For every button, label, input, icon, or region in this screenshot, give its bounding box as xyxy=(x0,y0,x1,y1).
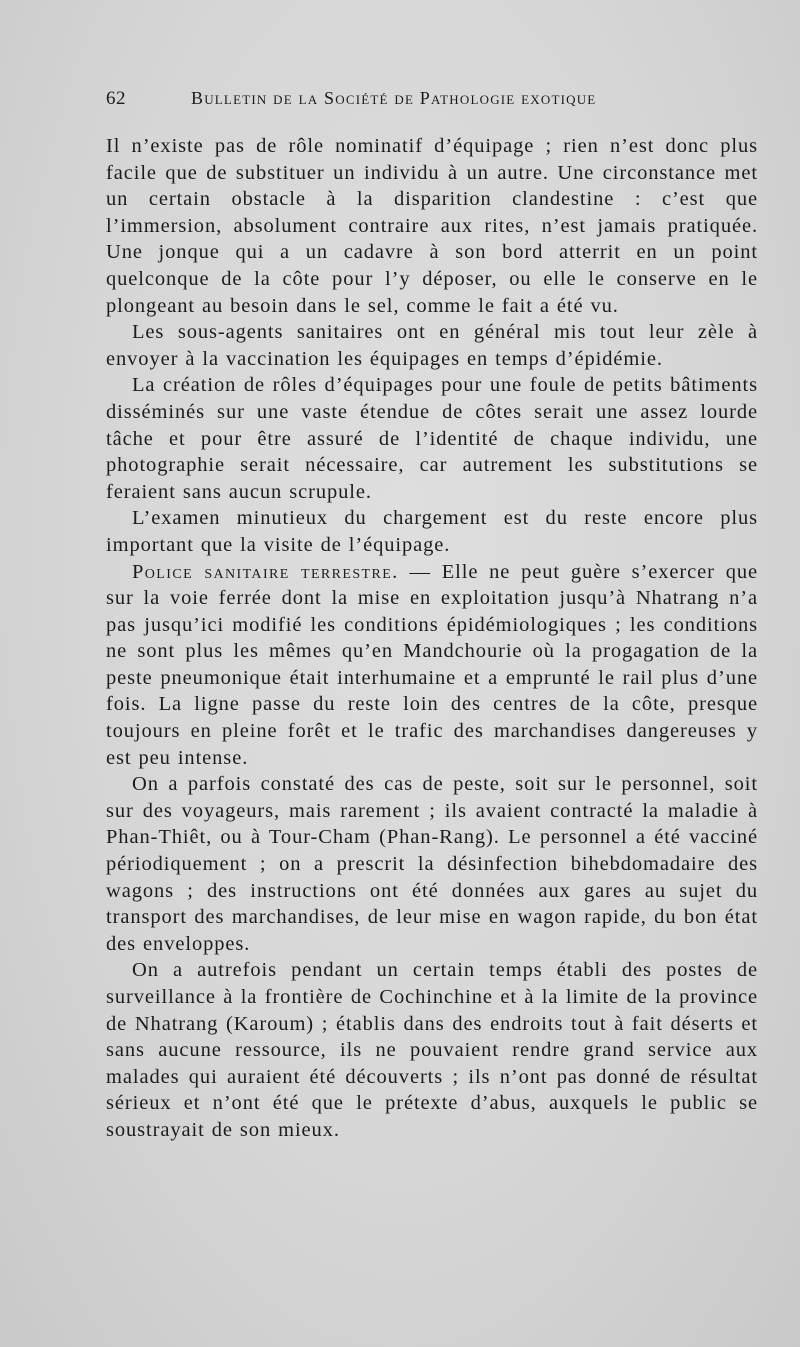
body-text xyxy=(106,133,758,1144)
section-paragraph xyxy=(106,559,758,772)
paragraph: L’examen minutieux du chargement est du reste encore plus important que la visite de l’équipage. xyxy=(106,507,758,556)
paragraph: On a parfois constaté des cas de peste, soit sur le personnel, soit sur des voyageurs, mais rarement ; ils avaient contracté la maladie à Phan-Thiêt, ou à Tour-Cham (Phan-Rang). Le personnel a été vacciné périodiquement ; on a prescrit la désinfection bihebdomadaire des wagons ; des instructions ont été données aux gares au sujet du transport des marchandises, de leur mise en wagon rapide, du bon état des enveloppes. xyxy=(106,773,758,955)
page-header xyxy=(106,88,756,114)
paragraph: Les sous-agents sanitaires ont en général mis tout leur zèle à envoyer à la vaccination les équipages en temps d’épidémie. xyxy=(106,321,758,370)
section-lead-text: — Elle ne peut guère s’exercer que sur la voie ferrée dont la mise en exploitation jusqu’à Nhatrang n’a pas jusqu’ici modifié les conditions épidémiologiques ; les conditions ne sont plus les mêmes qu’en Mandchourie où la progagation de la peste pneumonique était interhumaine et a emprunté le rail plus d’une fois. La ligne passe du reste loin des centres de la côte, presque toujours en pleine forêt et le trafic des marchandises dangereuses y est peu intense. xyxy=(106,560,758,769)
paragraph: Il n’existe pas de rôle nominatif d’équipage ; rien n’est donc plus facile que de substituer un individu à un autre. Une circonstance met un certain obstacle à la disparition clandestine : c’est que l’immersion, absolument contraire aux rites, n’est jamais pratiquée. Une jonque qui a un cadavre à son bord atterrit en un point quelconque de la côte pour l’y déposer, ou elle le conserve en le plongeant au besoin dans le sel, comme le fait a été vu. xyxy=(106,135,758,317)
section-heading: Police sanitaire terrestre. xyxy=(132,560,399,583)
running-title: Bulletin de la Société de Pathologie exotique xyxy=(191,88,597,108)
paragraph: La création de rôles d’équipages pour une foule de petits bâtiments disséminés sur une vaste étendue de côtes serait une assez lourde tâche et pour être assuré de l’identité de chaque individu, une photographie serait nécessaire, car autrement les substitutions se feraient sans aucun scrupule. xyxy=(106,374,758,503)
paragraph: On a autrefois pendant un certain temps établi des postes de surveillance à la frontière de Cochinchine et à la limite de la province de Nhatrang (Karoum) ; établis dans des endroits tout à fait déserts et sans aucune ressource, ils ne pouvaient rendre grand service aux malades qui auraient été découverts ; ils n’ont pas donné de résultat sérieux et n’ont été que le prétexte d’abus, auxquels le public se soustrayait de son mieux. xyxy=(106,959,758,1141)
page-number: 62 xyxy=(106,88,126,109)
